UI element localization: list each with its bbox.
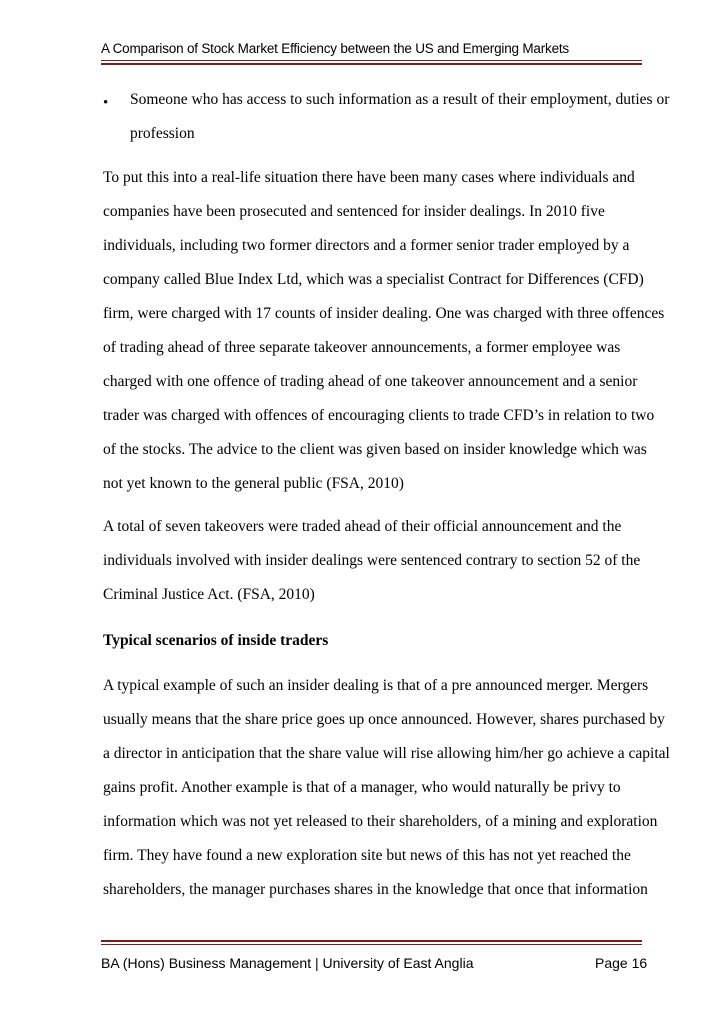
paragraph1-line-2: companies have been prosecuted and sentenced for insider dealings. In 2010 five: [103, 203, 605, 220]
paragraph3-line-2: usually means that the share price goes up once announced. However, shares purchased by: [103, 711, 665, 728]
paragraph1-line-3: individuals, including two former directors and a former senior trader employed by a: [103, 237, 630, 254]
paragraph1-line-10: not yet known to the general public (FSA, 2010): [103, 475, 404, 492]
paragraph1-line-5: firm, were charged with 17 counts of insider dealing. One was charged with three offences: [103, 305, 665, 322]
bullet-line-1: Someone who has access to such information as a result of their employment, duties or: [130, 91, 670, 108]
paragraph1-line-7: charged with one offence of trading ahead of one takeover announcement and a senior: [103, 373, 638, 390]
footer-rule-thin: [101, 944, 642, 945]
footer-rule-thick: [101, 940, 642, 942]
paragraph2-line-3: Criminal Justice Act. (FSA, 2010): [103, 586, 315, 603]
paragraph3-line-4: gains profit. Another example is that of a manager, who would naturally be privy to: [103, 779, 621, 796]
paragraph1-line-4: company called Blue Index Ltd, which was a specialist Contract for Differences (CFD): [103, 271, 644, 288]
paragraph1-line-6: of trading ahead of three separate takeover announcements, a former employee was: [103, 339, 621, 356]
paragraph3-line-7: shareholders, the manager purchases shares in the knowledge that once that information: [103, 881, 648, 898]
running-header: A Comparison of Stock Market Efficiency between the US and Emerging Markets: [101, 41, 569, 56]
paragraph2-line-1: A total of seven takeovers were traded ahead of their official announcement and the: [103, 518, 622, 535]
footer-institution: BA (Hons) Business Management | University of East Anglia: [101, 955, 474, 971]
paragraph3-line-5: information which was not yet released to their shareholders, of a mining and exploration: [103, 813, 658, 830]
page-number: Page 16: [595, 955, 648, 971]
paragraph3-line-6: firm. They have found a new exploration site but news of this has not yet reached the: [103, 847, 631, 864]
bullet-icon: •: [103, 95, 109, 111]
paragraph3-line-3: a director in anticipation that the share value will rise allowing him/her go achieve a capital: [103, 745, 670, 762]
section-heading: Typical scenarios of inside traders: [103, 632, 329, 649]
paragraph1-line-9: of the stocks. The advice to the client was given based on insider knowledge which was: [103, 441, 647, 458]
paragraph1-line-8: trader was charged with offences of encouraging clients to trade CFD’s in relation to two: [103, 407, 655, 424]
header-rule-thick: [101, 63, 642, 65]
paragraph3-line-1: A typical example of such an insider dealing is that of a pre announced merger. Mergers: [103, 677, 649, 694]
paragraph1-line-1: To put this into a real-life situation there have been many cases where individuals and: [103, 169, 635, 186]
paragraph2-line-2: individuals involved with insider dealings were sentenced contrary to section 52 of the: [103, 552, 641, 569]
header-rule-thin: [101, 60, 642, 61]
bullet-line-2: profession: [130, 125, 195, 142]
